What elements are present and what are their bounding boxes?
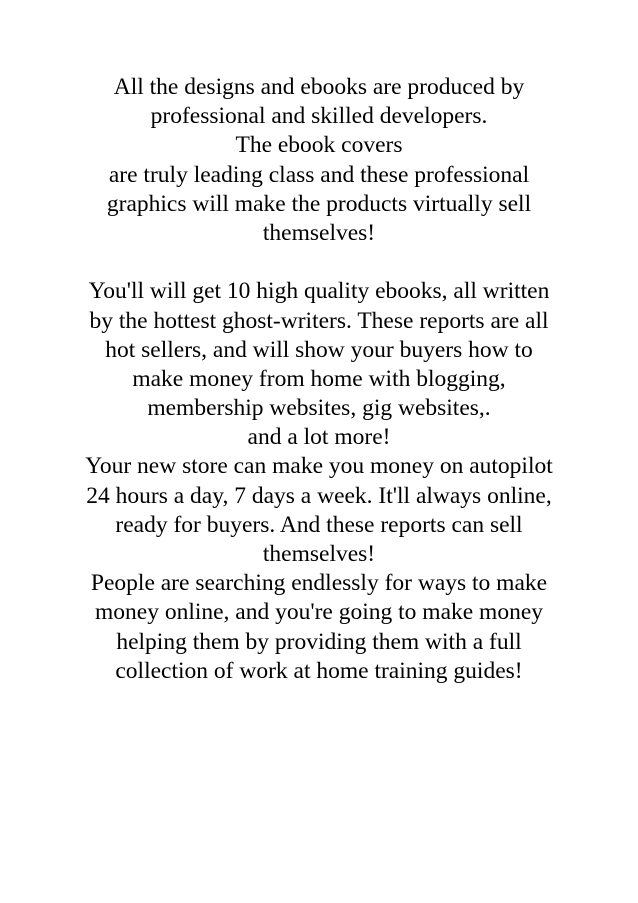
text-line: collection of work at home training guides!: [115, 657, 523, 684]
text-line: helping them by providing them with a full: [116, 628, 522, 655]
text-line: 24 hours a day, 7 days a week. It'll always online,: [86, 482, 552, 509]
text-line: Your new store can make you money on autopilot: [85, 453, 553, 480]
text-line: membership websites, gig websites,.: [147, 395, 491, 422]
text-line: graphics will make the products virtually sell: [106, 190, 532, 217]
text-line: The ebook covers: [235, 132, 403, 159]
text-line: professional and skilled developers.: [150, 103, 488, 130]
text-line: make money from home with blogging,: [132, 365, 506, 392]
text-line: themselves!: [262, 219, 376, 246]
text-line: ready for buyers. And these reports can sell: [115, 511, 523, 538]
text-line: All the designs and ebooks are produced by: [113, 74, 525, 100]
text-line: by the hottest ghost-writers. These reports are all: [89, 307, 549, 334]
text-line: are truly leading class and these professional: [108, 161, 530, 188]
text-line: and a lot more!: [247, 424, 391, 451]
text-line: themselves!: [262, 541, 376, 567]
text-line: You'll will get 10 high quality ebooks, all written: [88, 278, 550, 305]
text-line: money online, and you're going to make money: [94, 599, 544, 626]
document-body: [40, 73, 598, 686]
text-line: People are searching endlessly for ways to make: [90, 570, 548, 597]
text-line: hot sellers, and will show your buyers how to: [105, 336, 533, 363]
paragraph-gap: [40, 248, 598, 277]
